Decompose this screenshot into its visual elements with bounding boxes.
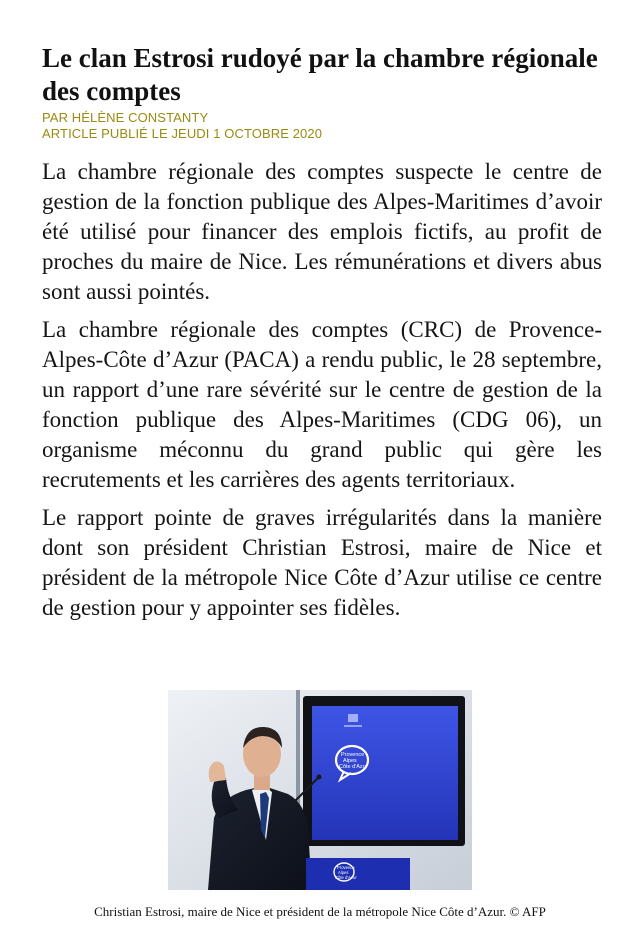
- lectern-logo-line: Provence: [337, 865, 355, 870]
- article-paragraph: La chambre régionale des comptes (CRC) de Provence-Alpes-Côte d’Azur (PACA) a rendu public, le 28 septembre, un rapport d’une rare sévérité sur le centre de gestion de la fonction publique des Alpes-Maritimes (CDG 06), un organisme méconnu du grand public qui gère les recrutements et les carrières des agents territoriaux.: [42, 317, 602, 492]
- screen-logo-line: Côte d'Azur: [339, 764, 368, 770]
- lectern-logo-line: Côte d'Azur: [335, 875, 357, 880]
- article-body: [42, 157, 602, 623]
- article-paragraph: Le rapport pointe de graves irrégularités dans la manière dont son président Christian Estrosi, maire de Nice et président de la métropole Nice Côte d’Azur utilise ce centre de gestion pour y appointer ses fidèles.: [42, 505, 602, 620]
- article-publication-date: ARTICLE PUBLIÉ LE JEUDI 1 OCTOBRE 2020: [42, 126, 323, 141]
- screen-logo-line: Provence: [341, 752, 365, 758]
- article-title: Le clan Estrosi rudoyé par la chambre régionale des comptes: [42, 43, 598, 106]
- lectern-logo-line: Alpes: [338, 870, 349, 875]
- article-photo: [168, 690, 472, 890]
- photo-caption: Christian Estrosi, maire de Nice et président de la métropole Nice Côte d’Azur. © AFP: [94, 904, 546, 919]
- article-byline: PAR HÉLÈNE CONSTANTY: [42, 110, 209, 125]
- lectern: [306, 858, 410, 890]
- article-lead-paragraph: La chambre régionale des comptes suspecte le centre de gestion de la fonction publique des Alpes-Maritimes d’avoir été utilisé pour financer des emplois fictifs, au profit de proches du maire de Nice. Les rémunérations et divers abus sont aussi pointés.: [42, 159, 602, 304]
- monitor-screen: [312, 706, 458, 840]
- photo-illustration: [168, 690, 472, 890]
- screen-logo-line: Alpes: [343, 758, 357, 764]
